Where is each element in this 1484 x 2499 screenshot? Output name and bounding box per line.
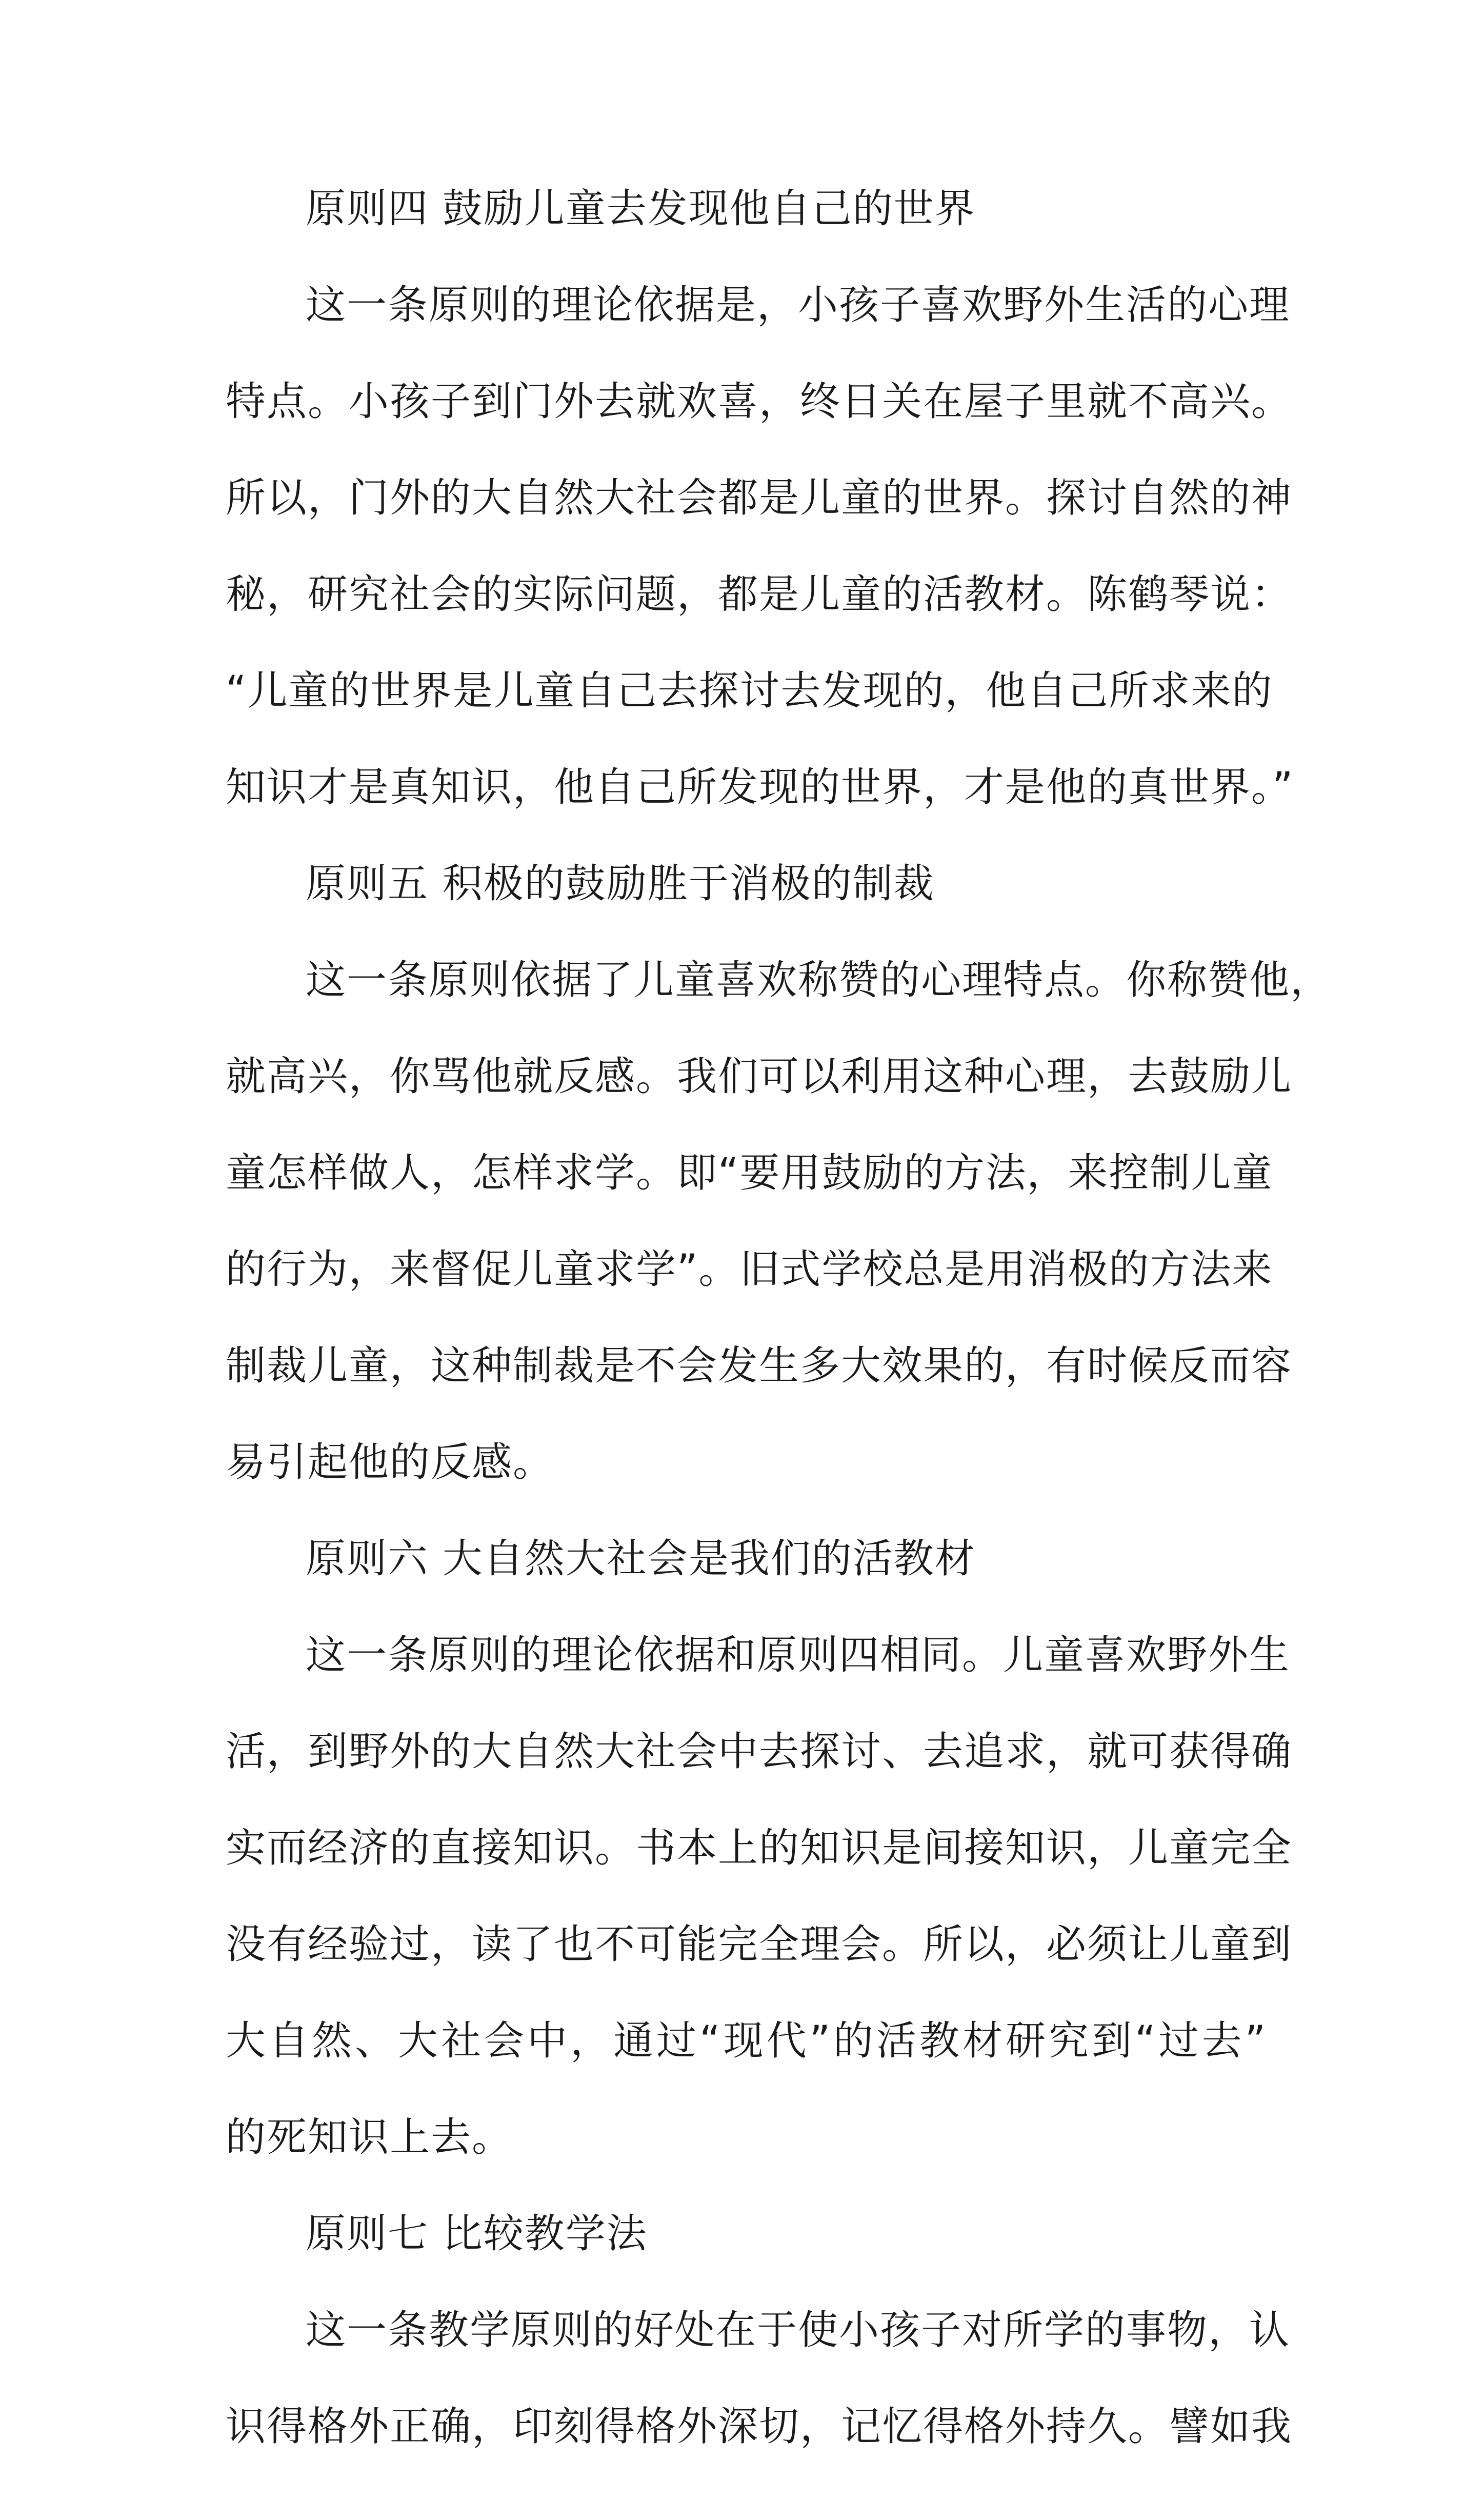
- paragraph-line: 易引起他的反感。: [226, 1439, 554, 1485]
- paragraph-line: 的行为，来督促儿童求学”。旧式学校总是用消极的方法来: [226, 1246, 1273, 1293]
- paragraph-line: 童怎样做人，怎样求学。即“要用鼓励的方法，来控制儿童: [226, 1150, 1273, 1196]
- paragraph-line: 知识才是真知识，他自己所发现的世界，才是他的真世界。”: [226, 764, 1294, 810]
- heading-principle-7: 原则七 比较教学法: [306, 2211, 648, 2257]
- heading-principle-4: 原则四 鼓励儿童去发现他自己的世界: [306, 186, 976, 232]
- paragraph-line: 所以，门外的大自然大社会都是儿童的世界。探讨自然的神: [226, 475, 1293, 521]
- paragraph-line: 实而经济的直接知识。书本上的知识是间接知识，儿童完全: [226, 1825, 1293, 1871]
- paragraph-line: “儿童的世界是儿童自己去探讨去发现的，他自己所求来的: [226, 668, 1273, 714]
- paragraph-line: 活，到野外的大自然大社会中去探讨、去追求，就可获得确: [226, 1729, 1293, 1775]
- heading-principle-6: 原则六 大自然大社会是我们的活教材: [306, 1536, 976, 1582]
- paragraph-line: 特点。小孩子到门外去就欢喜，终日关在屋子里就不高兴。: [226, 379, 1293, 425]
- paragraph-line: 没有经验过，读了也不可能完全理会。所以，必须让儿童到: [226, 1921, 1293, 1968]
- paragraph-line: 的死知识上去。: [226, 2114, 513, 2160]
- paragraph-line: 这一条原则的理论依据是，小孩子喜欢野外生活的心理: [306, 282, 1291, 328]
- paragraph-line: 大自然、大社会中，通过“现代”的活教材研究到“过去”: [226, 2018, 1267, 2064]
- heading-principle-5: 原则五 积极的鼓励胜于消极的制裁: [306, 861, 935, 907]
- document-page: [226, 185, 1332, 2499]
- paragraph-line: 这一条原则的理论依据和原则四相同。儿童喜欢野外生: [306, 1632, 1291, 1678]
- paragraph-line: 就高兴，你骂他就反感。我们可以利用这种心理，去鼓励儿: [226, 1054, 1293, 1100]
- paragraph-line: 这一条教学原则的好处在于使小孩子对所学的事物，认: [306, 2307, 1291, 2353]
- paragraph-line: 识得格外正确，印刻得格外深切，记忆得格外持久。譬如我: [226, 2404, 1293, 2450]
- paragraph-line: 秘，研究社会的实际问题，都是儿童的活教材。陈鹤琴说：: [226, 571, 1293, 618]
- paragraph-line: 这一条原则依据了儿童喜欢称赞的心理特点。你称赞他，: [306, 957, 1332, 1003]
- paragraph-line: 制裁儿童，这种制裁是不会发生多大效果的，有时候反而容: [226, 1343, 1293, 1389]
